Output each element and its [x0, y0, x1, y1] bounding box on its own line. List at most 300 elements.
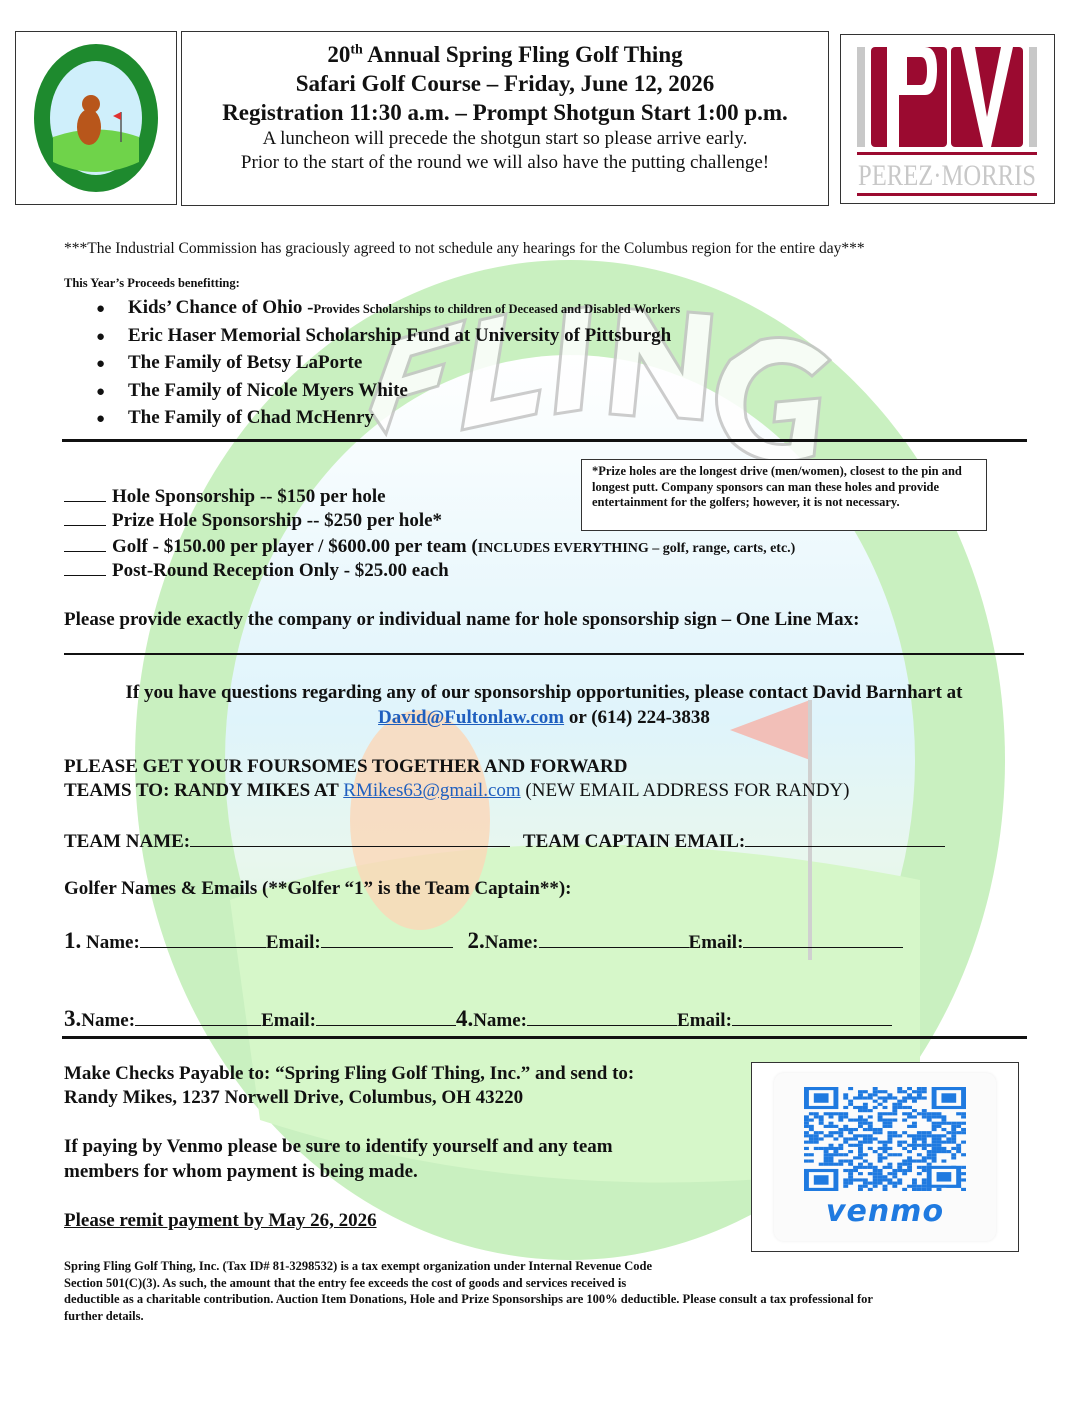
qr-module	[843, 1137, 848, 1140]
beneficiary-item: ● Kids’ Chance of Ohio - Provides Scholarships to children of Deceased and Disabled Workers	[96, 295, 680, 323]
qr-module	[912, 1185, 917, 1188]
qr-module	[941, 1119, 946, 1122]
qr-module	[912, 1147, 917, 1150]
qr-module	[946, 1141, 951, 1144]
qr-module	[892, 1134, 897, 1137]
qr-module	[927, 1163, 932, 1166]
qr-module	[907, 1115, 912, 1118]
qr-module	[863, 1141, 868, 1144]
qr-module	[824, 1153, 829, 1156]
qr-module	[883, 1166, 888, 1169]
qr-module	[907, 1166, 912, 1169]
qr-module	[927, 1153, 932, 1156]
qr-module	[843, 1096, 848, 1099]
qr-module	[853, 1119, 858, 1122]
qr-module	[897, 1087, 902, 1090]
qr-module	[848, 1100, 853, 1103]
qr-module	[932, 1147, 937, 1150]
qr-module	[863, 1166, 868, 1169]
qr-module	[897, 1153, 902, 1156]
qr-module	[961, 1131, 966, 1134]
qr-module	[902, 1147, 907, 1150]
qr-module	[922, 1185, 927, 1188]
qr-module	[922, 1087, 927, 1090]
qr-module	[897, 1141, 902, 1144]
qr-module	[917, 1090, 922, 1093]
qr-module	[927, 1115, 932, 1118]
contact-line: If you have questions regarding any of our sponsorship opportunities, please contact David Barnhart at	[125, 682, 963, 703]
qr-module	[868, 1182, 873, 1185]
golfer-1-name-field[interactable]	[140, 930, 266, 948]
qr-module	[829, 1112, 834, 1115]
qr-module	[843, 1115, 848, 1118]
qr-module	[907, 1134, 912, 1137]
qr-module	[932, 1137, 937, 1140]
qr-module	[824, 1159, 829, 1162]
qr-module	[824, 1112, 829, 1115]
qr-module	[868, 1172, 873, 1175]
golfer-1-email-field[interactable]	[321, 930, 453, 948]
qr-module	[897, 1090, 902, 1093]
qr-module	[843, 1169, 848, 1172]
qr-module	[838, 1128, 843, 1131]
qr-module	[848, 1131, 853, 1134]
qr-module	[937, 1125, 942, 1128]
contact-email-link[interactable]: David@Fultonlaw.com	[378, 707, 565, 728]
qr-module	[887, 1182, 892, 1185]
qr-module	[961, 1122, 966, 1125]
qr-module	[814, 1134, 819, 1137]
prize-hole-note: *Prize holes are the longest drive (men/women), closest to the pin and longest putt. Company sponsors can man these holes and provide entertainment for the golfers; however, it is not necessary.	[581, 459, 987, 531]
option-hole-sponsorship[interactable]: Hole Sponsorship -- $150 per hole	[64, 486, 386, 508]
qr-module	[873, 1150, 878, 1153]
qr-module	[907, 1087, 912, 1090]
qr-module	[809, 1159, 814, 1162]
qr-module	[956, 1125, 961, 1128]
qr-module	[858, 1153, 863, 1156]
qr-module	[902, 1141, 907, 1144]
qr-module	[829, 1125, 834, 1128]
checks-payable-line: Make Checks Payable to: “Spring Fling Golf Thing, Inc.” and send to:	[64, 1063, 635, 1084]
checkbox-blank[interactable]	[64, 486, 106, 502]
qr-module	[863, 1137, 868, 1140]
qr-module	[897, 1166, 902, 1169]
qr-module	[843, 1185, 848, 1188]
qr-module	[868, 1141, 873, 1144]
qr-module	[814, 1112, 819, 1115]
qr-finder-pattern	[937, 1172, 952, 1181]
qr-module	[833, 1150, 838, 1153]
qr-module	[873, 1090, 878, 1093]
qr-module	[848, 1178, 853, 1181]
beneficiary-item: ● The Family of Betsy LaPorte	[96, 350, 680, 378]
qr-module	[804, 1125, 809, 1128]
checkbox-blank[interactable]	[64, 510, 106, 526]
qr-module	[829, 1134, 834, 1137]
qr-module	[848, 1087, 853, 1090]
golfer-2-email-field[interactable]	[743, 930, 903, 948]
qr-module	[829, 1163, 834, 1166]
qr-module	[868, 1125, 873, 1128]
qr-module	[814, 1141, 819, 1144]
qr-module	[951, 1125, 956, 1128]
qr-module	[863, 1109, 868, 1112]
qr-module	[858, 1188, 863, 1191]
qr-module	[922, 1131, 927, 1134]
qr-module	[897, 1182, 902, 1185]
qr-module	[853, 1178, 858, 1181]
qr-module	[814, 1147, 819, 1150]
qr-module	[941, 1128, 946, 1131]
qr-module	[892, 1169, 897, 1172]
qr-module	[956, 1112, 961, 1115]
qr-module	[829, 1144, 834, 1147]
qr-module	[922, 1090, 927, 1093]
qr-module	[804, 1147, 809, 1150]
option-golf[interactable]: Golf - $150.00 per player / $600.00 per team (INCLUDES EVERYTHING – golf, range, carts, etc.)	[64, 536, 795, 560]
qr-module	[858, 1115, 863, 1118]
qr-module	[858, 1109, 863, 1112]
qr-module	[932, 1144, 937, 1147]
qr-module	[853, 1169, 858, 1172]
qr-module	[858, 1156, 863, 1159]
qr-module	[956, 1147, 961, 1150]
qr-module	[922, 1169, 927, 1172]
qr-module	[907, 1156, 912, 1159]
qr-module	[912, 1115, 917, 1118]
qr-module	[917, 1144, 922, 1147]
captain-email-field[interactable]	[745, 829, 945, 847]
golfer-row-1-2: 1. Name: Email: 2.Name: Email:	[64, 930, 903, 954]
tax-disclaimer: Spring Fling Golf Thing, Inc. (Tax ID# 81-3298532) is a tax exempt organization under Internal Revenue Code Section 501(C)(3). As such, the amount that the entry fee exceeds the cost of goods and services received is deductible as a charitable contribution. Auction Item Donations, Hole and Prize Sponsorships are 100% deductible. Please consult a tax professional for further details.	[64, 1259, 873, 1323]
qr-module	[951, 1134, 956, 1137]
qr-module	[858, 1172, 863, 1175]
qr-module	[858, 1147, 863, 1150]
qr-module	[858, 1119, 863, 1122]
venmo-card[interactable]	[774, 1073, 996, 1241]
qr-module	[917, 1087, 922, 1090]
qr-module	[848, 1175, 853, 1178]
qr-module	[912, 1159, 917, 1162]
beneficiary-item: ● The Family of Chad McHenry	[96, 405, 680, 433]
qr-module	[819, 1147, 824, 1150]
qr-module	[863, 1185, 868, 1188]
qr-module	[809, 1119, 814, 1122]
qr-module	[833, 1137, 838, 1140]
qr-module	[922, 1109, 927, 1112]
qr-module	[946, 1150, 951, 1153]
qr-module	[941, 1115, 946, 1118]
qr-module	[907, 1159, 912, 1162]
qr-module	[917, 1188, 922, 1191]
bullet-icon: ●	[96, 328, 106, 345]
qr-module	[838, 1147, 843, 1150]
bullet-icon: ●	[96, 356, 106, 372]
qr-module	[868, 1096, 873, 1099]
qr-module	[878, 1153, 883, 1156]
qr-module	[853, 1144, 858, 1147]
qr-module	[897, 1103, 902, 1106]
qr-module	[937, 1122, 942, 1125]
qr-module	[853, 1128, 858, 1131]
qr-module	[809, 1153, 814, 1156]
qr-module	[907, 1169, 912, 1172]
qr-module	[873, 1131, 878, 1134]
qr-module	[897, 1134, 902, 1137]
event-schedule: Registration 11:30 a.m. – Prompt Shotgun Start 1:00 p.m.	[222, 100, 788, 125]
qr-module	[883, 1106, 888, 1109]
qr-module	[892, 1119, 897, 1122]
qr-module	[873, 1093, 878, 1096]
qr-module	[922, 1178, 927, 1181]
golfer-4-name-field[interactable]	[527, 1008, 677, 1026]
qr-module	[912, 1109, 917, 1112]
qr-module	[883, 1185, 888, 1188]
sign-name-field[interactable]	[64, 653, 1024, 655]
qr-module	[878, 1147, 883, 1150]
qr-module	[804, 1115, 809, 1118]
golfer-3-name-field[interactable]	[135, 1008, 261, 1026]
qr-module	[883, 1188, 888, 1191]
qr-module	[863, 1128, 868, 1131]
qr-module	[937, 1141, 942, 1144]
qr-module	[887, 1134, 892, 1137]
qr-module	[863, 1178, 868, 1181]
beneficiary-item: ● Eric Haser Memorial Scholarship Fund at University of Pittsburgh	[96, 323, 680, 351]
qr-module	[873, 1172, 878, 1175]
qr-module	[883, 1119, 888, 1122]
qr-module	[848, 1172, 853, 1175]
qr-module	[868, 1093, 873, 1096]
qr-module	[912, 1182, 917, 1185]
qr-module	[922, 1188, 927, 1191]
qr-module	[863, 1096, 868, 1099]
qr-module	[843, 1182, 848, 1185]
qr-module	[848, 1137, 853, 1140]
qr-code-icon[interactable]	[804, 1087, 966, 1191]
qr-module	[858, 1093, 863, 1096]
qr-module	[883, 1122, 888, 1125]
qr-module	[868, 1188, 873, 1191]
qr-module	[922, 1141, 927, 1144]
qr-module	[892, 1175, 897, 1178]
qr-module	[878, 1131, 883, 1134]
checkbox-blank[interactable]	[64, 536, 106, 552]
qr-module	[902, 1112, 907, 1115]
qr-module	[897, 1106, 902, 1109]
qr-module	[863, 1134, 868, 1137]
qr-module	[878, 1141, 883, 1144]
qr-module	[892, 1182, 897, 1185]
team-name-field[interactable]	[190, 829, 510, 847]
qr-module	[892, 1103, 897, 1106]
qr-module	[878, 1159, 883, 1162]
qr-module	[809, 1134, 814, 1137]
checkbox-blank[interactable]	[64, 560, 106, 576]
qr-module	[883, 1147, 888, 1150]
qr-module	[883, 1175, 888, 1178]
qr-module	[941, 1134, 946, 1137]
qr-module	[858, 1163, 863, 1166]
qr-module	[897, 1144, 902, 1147]
event-title-box	[181, 31, 829, 206]
qr-module	[833, 1125, 838, 1128]
qr-module	[809, 1112, 814, 1115]
qr-module	[838, 1159, 843, 1162]
randy-email-link[interactable]: RMikes63@gmail.com	[343, 780, 521, 801]
qr-module	[951, 1141, 956, 1144]
qr-module	[809, 1137, 814, 1140]
sponsor-logo-box	[840, 34, 1055, 204]
qr-module	[824, 1150, 829, 1153]
qr-module	[927, 1131, 932, 1134]
golfer-4-email-field[interactable]	[732, 1008, 892, 1026]
qr-module	[858, 1150, 863, 1153]
qr-module	[868, 1109, 873, 1112]
qr-module	[883, 1178, 888, 1181]
qr-module	[902, 1090, 907, 1093]
mailing-address: Randy Mikes, 1237 Norwell Drive, Columbus, OH 43220	[64, 1087, 524, 1108]
qr-module	[883, 1090, 888, 1093]
qr-module	[922, 1182, 927, 1185]
qr-module	[804, 1119, 809, 1122]
qr-module	[824, 1156, 829, 1159]
venmo-instruction-2: members for whom payment is being made.	[64, 1161, 418, 1182]
qr-module	[922, 1137, 927, 1140]
beneficiary-item: ● The Family of Nicole Myers White	[96, 378, 680, 406]
qr-module	[883, 1100, 888, 1103]
qr-finder-pattern	[814, 1093, 829, 1102]
qr-module	[932, 1156, 937, 1159]
qr-module	[833, 1112, 838, 1115]
qr-module	[829, 1122, 834, 1125]
qr-module	[946, 1122, 951, 1125]
qr-module	[917, 1137, 922, 1140]
event-title: 20th Annual Spring Fling Golf Thing	[327, 42, 683, 67]
section-divider	[62, 1036, 1027, 1039]
qr-module	[878, 1178, 883, 1181]
qr-module	[873, 1100, 878, 1103]
qr-module	[912, 1096, 917, 1099]
qr-module	[804, 1134, 809, 1137]
event-note-2: Prior to the start of the round we will also have the putting challenge!	[240, 152, 770, 173]
qr-module	[956, 1131, 961, 1134]
qr-module	[843, 1159, 848, 1162]
venmo-instruction-1: If paying by Venmo please be sure to identify yourself and any team	[64, 1136, 613, 1157]
qr-module	[863, 1182, 868, 1185]
qr-module	[961, 1178, 966, 1181]
qr-module	[868, 1134, 873, 1137]
qr-module	[843, 1093, 848, 1096]
qr-module	[902, 1172, 907, 1175]
qr-module	[892, 1153, 897, 1156]
qr-module	[907, 1112, 912, 1115]
qr-module	[848, 1119, 853, 1122]
qr-module	[838, 1153, 843, 1156]
qr-module	[833, 1131, 838, 1134]
qr-module	[892, 1185, 897, 1188]
qr-module	[902, 1169, 907, 1172]
qr-module	[937, 1115, 942, 1118]
qr-module	[937, 1144, 942, 1147]
qr-module	[804, 1141, 809, 1144]
qr-module	[824, 1147, 829, 1150]
option-reception[interactable]: Post-Round Reception Only - $25.00 each	[64, 560, 449, 582]
qr-module	[878, 1115, 883, 1118]
qr-module	[961, 1166, 966, 1169]
qr-module	[838, 1115, 843, 1118]
qr-module	[956, 1150, 961, 1153]
qr-module	[907, 1093, 912, 1096]
qr-module	[961, 1141, 966, 1144]
qr-module	[927, 1144, 932, 1147]
qr-module	[858, 1185, 863, 1188]
qr-module	[868, 1128, 873, 1131]
qr-module	[951, 1122, 956, 1125]
option-prize-hole-sponsorship[interactable]: Prize Hole Sponsorship -- $250 per hole*	[64, 510, 442, 532]
qr-module	[809, 1128, 814, 1131]
qr-module	[917, 1153, 922, 1156]
qr-module	[932, 1112, 937, 1115]
event-logo-box	[15, 31, 177, 205]
qr-module	[829, 1131, 834, 1134]
golfer-2-name-field[interactable]	[539, 930, 689, 948]
qr-module	[843, 1106, 848, 1109]
qr-module	[814, 1131, 819, 1134]
qr-module	[887, 1178, 892, 1181]
qr-module	[804, 1122, 809, 1125]
qr-module	[956, 1144, 961, 1147]
qr-module	[917, 1172, 922, 1175]
qr-module	[902, 1159, 907, 1162]
qr-module	[829, 1156, 834, 1159]
qr-module	[858, 1166, 863, 1169]
qr-module	[819, 1115, 824, 1118]
qr-module	[932, 1159, 937, 1162]
qr-module	[853, 1137, 858, 1140]
qr-module	[951, 1147, 956, 1150]
qr-module	[912, 1178, 917, 1181]
golfer-3-email-field[interactable]	[316, 1008, 456, 1026]
qr-module	[838, 1163, 843, 1166]
qr-module	[922, 1096, 927, 1099]
qr-module	[897, 1178, 902, 1181]
qr-module	[863, 1106, 868, 1109]
qr-module	[951, 1153, 956, 1156]
qr-module	[937, 1150, 942, 1153]
qr-module	[917, 1166, 922, 1169]
qr-module	[902, 1131, 907, 1134]
hearing-notice: ***The Industrial Commission has graciously agreed to not schedule any hearings for the Columbus region for the entire day***	[64, 240, 865, 257]
qr-module	[838, 1131, 843, 1134]
qr-module	[907, 1150, 912, 1153]
qr-module	[887, 1096, 892, 1099]
qr-module	[912, 1125, 917, 1128]
qr-module	[887, 1166, 892, 1169]
qr-module	[843, 1153, 848, 1156]
qr-module	[853, 1106, 858, 1109]
qr-module	[858, 1125, 863, 1128]
qr-module	[887, 1112, 892, 1115]
qr-module	[878, 1182, 883, 1185]
perez-morris-logo	[841, 35, 1053, 201]
qr-module	[883, 1125, 888, 1128]
qr-module	[858, 1096, 863, 1099]
qr-module	[902, 1100, 907, 1103]
qr-module	[838, 1134, 843, 1137]
qr-module	[848, 1103, 853, 1106]
qr-module	[843, 1141, 848, 1144]
